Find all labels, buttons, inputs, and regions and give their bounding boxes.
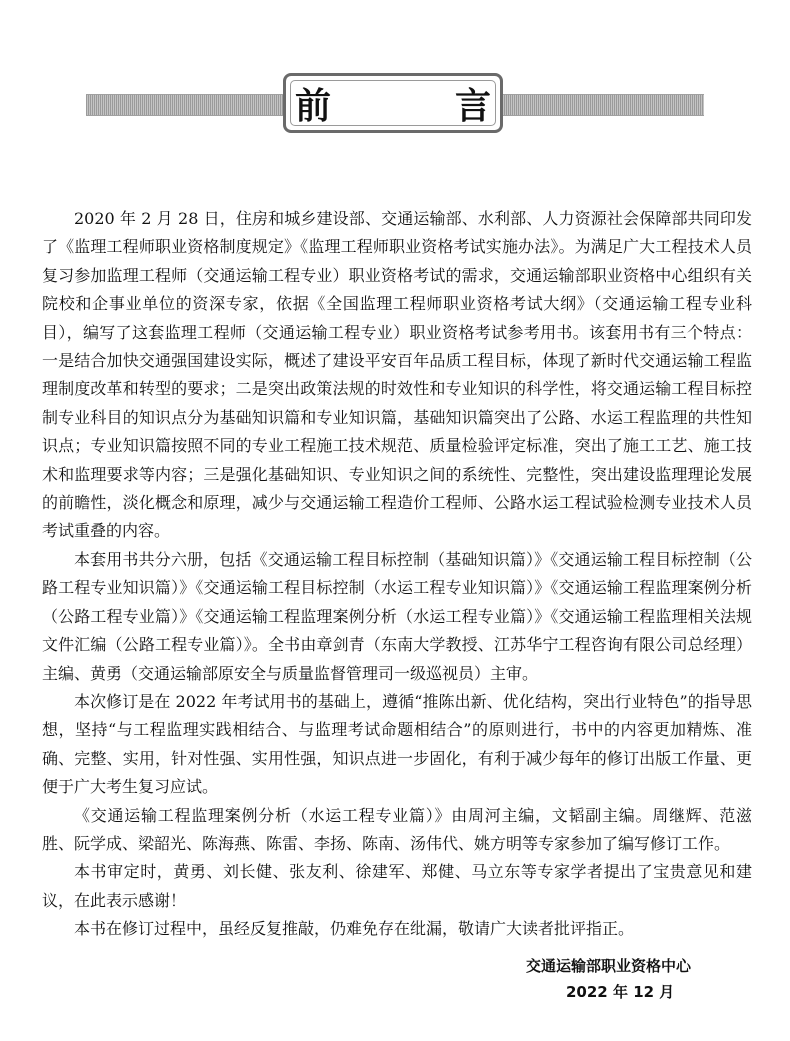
page-title: 前 言 xyxy=(294,85,535,127)
paragraph: 2020 年 2 月 28 日，住房和城乡建设部、交通运输部、水利部、人力资源社会保障部共同印发了《监理工程师职业资格制度规定》《监理工程师职业资格考试实施办法》。为满足广大工程技术人员复习参加监理工程师（交通运输工程专业）职业资格考试的需求，交通运输部职业资格中心组织有关院校和企事业单位的资深专家，依据《全国监理工程师职业资格考试大纲》（交通运输工程专业科目），编写了这套监理工程师（交通运输工程专业）职业资格考试参考用书。该套用书有三个特点：一是结合加快交通强国建设实际，概述了建设平安百年品质工程目标，体现了新时代交通运输工程监理制度改革和转型的要求；二是突出政策法规的时效性和专业知识的科学性，将交通运输工程目标控制专业科目的知识点分为基础知识篇和专业知识篇，基础知识篇突出了公路、水运工程监理的共性知识点；专业知识篇按照不同的专业工程施工技术规范、质量检验评定标准，突出了施工工艺、施工技术和监理要求等内容；三是强化基础知识、专业知识之间的系统性、完整性，突出建设监理理论发展的前瞻性，淡化概念和原理，减少与交通运输工程造价工程师、公路水运工程试验检测专业技术人员考试重叠的内容。 xyxy=(42,209,752,541)
paragraph: 本次修订是在 2022 年考试用书的基础上，遵循“推陈出新、优化结构，突出行业特色”的指导思想，坚持“与工程监理实践相结合、与监理考试命题相结合”的原则进行，书中的内容更加精炼、准确、完整、实用，针对性强、实用性强，知识点进一步固化，有利于减少每年的修订出版工作量、更便于广大考生复习应试。 xyxy=(42,691,752,797)
title-inner-frame xyxy=(290,80,535,127)
paragraph: 《交通运输工程监理案例分析（水运工程专业篇）》由周河主编，文韬副主编。周继辉、范滋胜、阮学成、梁韶光、陈海燕、陈雷、李扬、陈南、汤伟代、姚方明等专家参加了编写修订工作。 xyxy=(42,805,752,853)
signature-date: 2022 年 12 月 xyxy=(566,983,675,1001)
signature-block xyxy=(470,953,730,1005)
paragraph: 本书审定时，黄勇、刘长健、张友利、徐建军、郑健、马立东等专家学者提出了宝贵意见和建议，在此表示感谢！ xyxy=(42,862,752,910)
preface-body xyxy=(42,205,752,944)
paragraph: 本套用书共分六册，包括《交通运输工程目标控制（基础知识篇）》《交通运输工程目标控制（公路工程专业知识篇）》《交通运输工程目标控制（水运工程专业知识篇）》《交通运输工程监理案例分析（公路工程专业篇）》《交通运输工程监理案例分析（水运工程专业篇）》《交通运输工程监理相关法规文件汇编（公路工程专业篇）》。全书由章剑青（东南大学教授、江苏华宁工程咨询有限公司总经理）主编、黄勇（交通运输部原安全与质量监督管理司一级巡视员）主审。 xyxy=(42,549,752,683)
paragraph: 本书在修订过程中，虽经反复推敲，仍难免存在纰漏，敬请广大读者批评指正。 xyxy=(74,919,635,939)
signature-organization: 交通运输部职业资格中心 xyxy=(526,957,692,975)
title-frame xyxy=(283,73,535,133)
